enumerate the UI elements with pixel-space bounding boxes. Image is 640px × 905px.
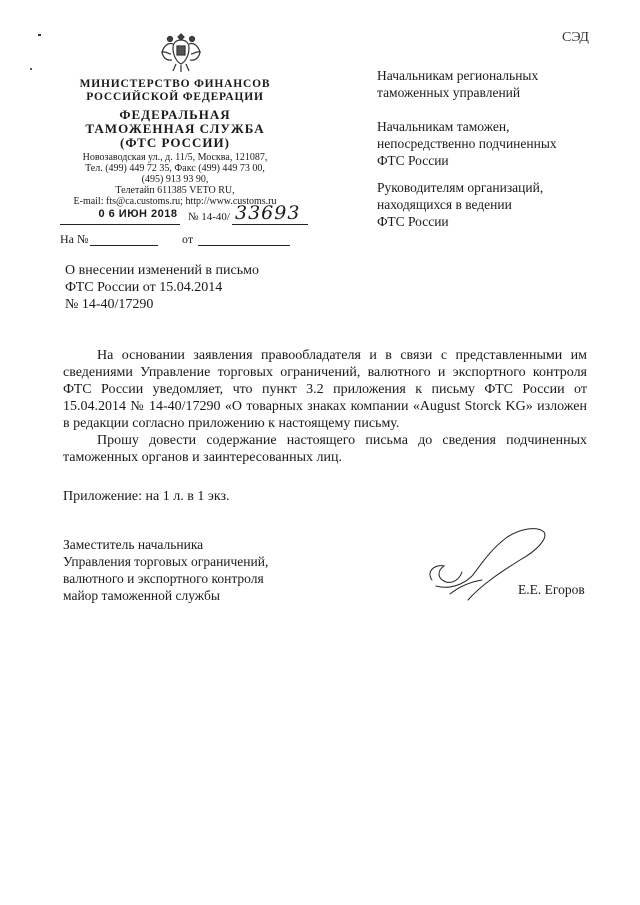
service-name — [60, 108, 290, 150]
registration-line — [60, 202, 310, 228]
reference-date-label: от — [182, 232, 194, 246]
contact-line: Новозаводская ул., д. 11/5, Москва, 121087, — [82, 152, 268, 163]
recipient-group — [377, 67, 607, 101]
signer-title-line: валютного и экспортного контроля — [63, 571, 264, 586]
reference-line — [60, 232, 310, 250]
contact-line: Телетайп 611385 VETO RU, — [115, 185, 235, 196]
signer-title — [63, 536, 303, 604]
signer-title-line: майор таможенной службы — [63, 588, 220, 603]
body-paragraph: Прошу довести содержание настоящего письма до сведения подчиненных таможенных органов и заинтересованных лиц. — [63, 433, 587, 465]
recipient-line: Начальникам региональных — [377, 68, 539, 83]
recipient-line: Начальникам таможен, — [377, 119, 510, 134]
recipient-line: ФТС России — [377, 214, 449, 229]
registration-number: 33693 — [235, 202, 301, 224]
subject-line: № 14-40/17290 — [65, 297, 154, 312]
contact-line: E-mail: fts@ca.customs.ru; http://www.customs.ru — [73, 196, 277, 207]
recipient-group — [377, 179, 607, 230]
ministry-line: МИНИСТЕРСТВО ФИНАНСОВ — [79, 78, 271, 90]
ministry-name — [60, 78, 290, 104]
letter-body — [63, 347, 587, 466]
body-paragraph: На основании заявления правообладателя и в связи с представленными им сведениями Управление торговых ограничений, валютного и экспортного контроля ФТС России уведомляет, что пункт 3.2 приложения к письму ФТС России от 15.04.2014 № 14-40/17290 «О товарных знаках компании «August Storck KG» изложен в редакции согласно приложению к настоящему письму. — [63, 348, 587, 431]
service-line: ТАМОЖЕННАЯ СЛУЖБА — [85, 121, 265, 136]
recipient-line: Руководителям организаций, — [377, 180, 544, 195]
subject-line: ФТС России от 15.04.2014 — [65, 280, 223, 295]
ministry-line: РОССИЙСКОЙ ФЕДЕРАЦИИ — [86, 91, 264, 103]
signer-name: Е.Е. Егоров — [518, 582, 585, 597]
reference-date-blank — [198, 245, 290, 246]
recipient-line: находящихся в ведении — [377, 197, 512, 212]
document-system-mark: СЭД — [562, 30, 589, 45]
contact-block — [60, 152, 290, 207]
recipient-group — [377, 118, 607, 169]
recipient-line: таможенных управлений — [377, 85, 521, 100]
recipient-line: непосредственно подчиненных — [377, 136, 557, 151]
service-line: ФЕДЕРАЛЬНАЯ — [119, 107, 231, 122]
number-underline — [232, 224, 308, 225]
margin-speck — [38, 34, 41, 36]
subject-line: О внесении изменений в письмо — [65, 263, 259, 278]
attachment-note: Приложение: на 1 л. в 1 экз. — [63, 489, 230, 504]
contact-line: (495) 913 93 90, — [141, 174, 209, 185]
date-underline — [60, 224, 180, 225]
contact-line: Тел. (499) 449 72 35, Факс (499) 449 73 00, — [85, 163, 265, 174]
registration-number-prefix: № 14-40/ — [188, 211, 230, 223]
service-line: (ФТС РОССИИ) — [120, 135, 230, 150]
reference-number-blank — [90, 245, 158, 246]
signer-title-line: Управления торговых ограничений, — [63, 554, 269, 569]
signer-title-line: Заместитель начальника — [63, 537, 204, 552]
recipient-line: ФТС России — [377, 153, 449, 168]
letter-subject — [65, 262, 315, 313]
margin-speck — [30, 68, 32, 70]
registration-date-stamp: 0 6 ИЮН 2018 — [98, 208, 178, 220]
state-emblem-icon — [158, 30, 204, 76]
reference-number-label: На № — [60, 232, 89, 246]
